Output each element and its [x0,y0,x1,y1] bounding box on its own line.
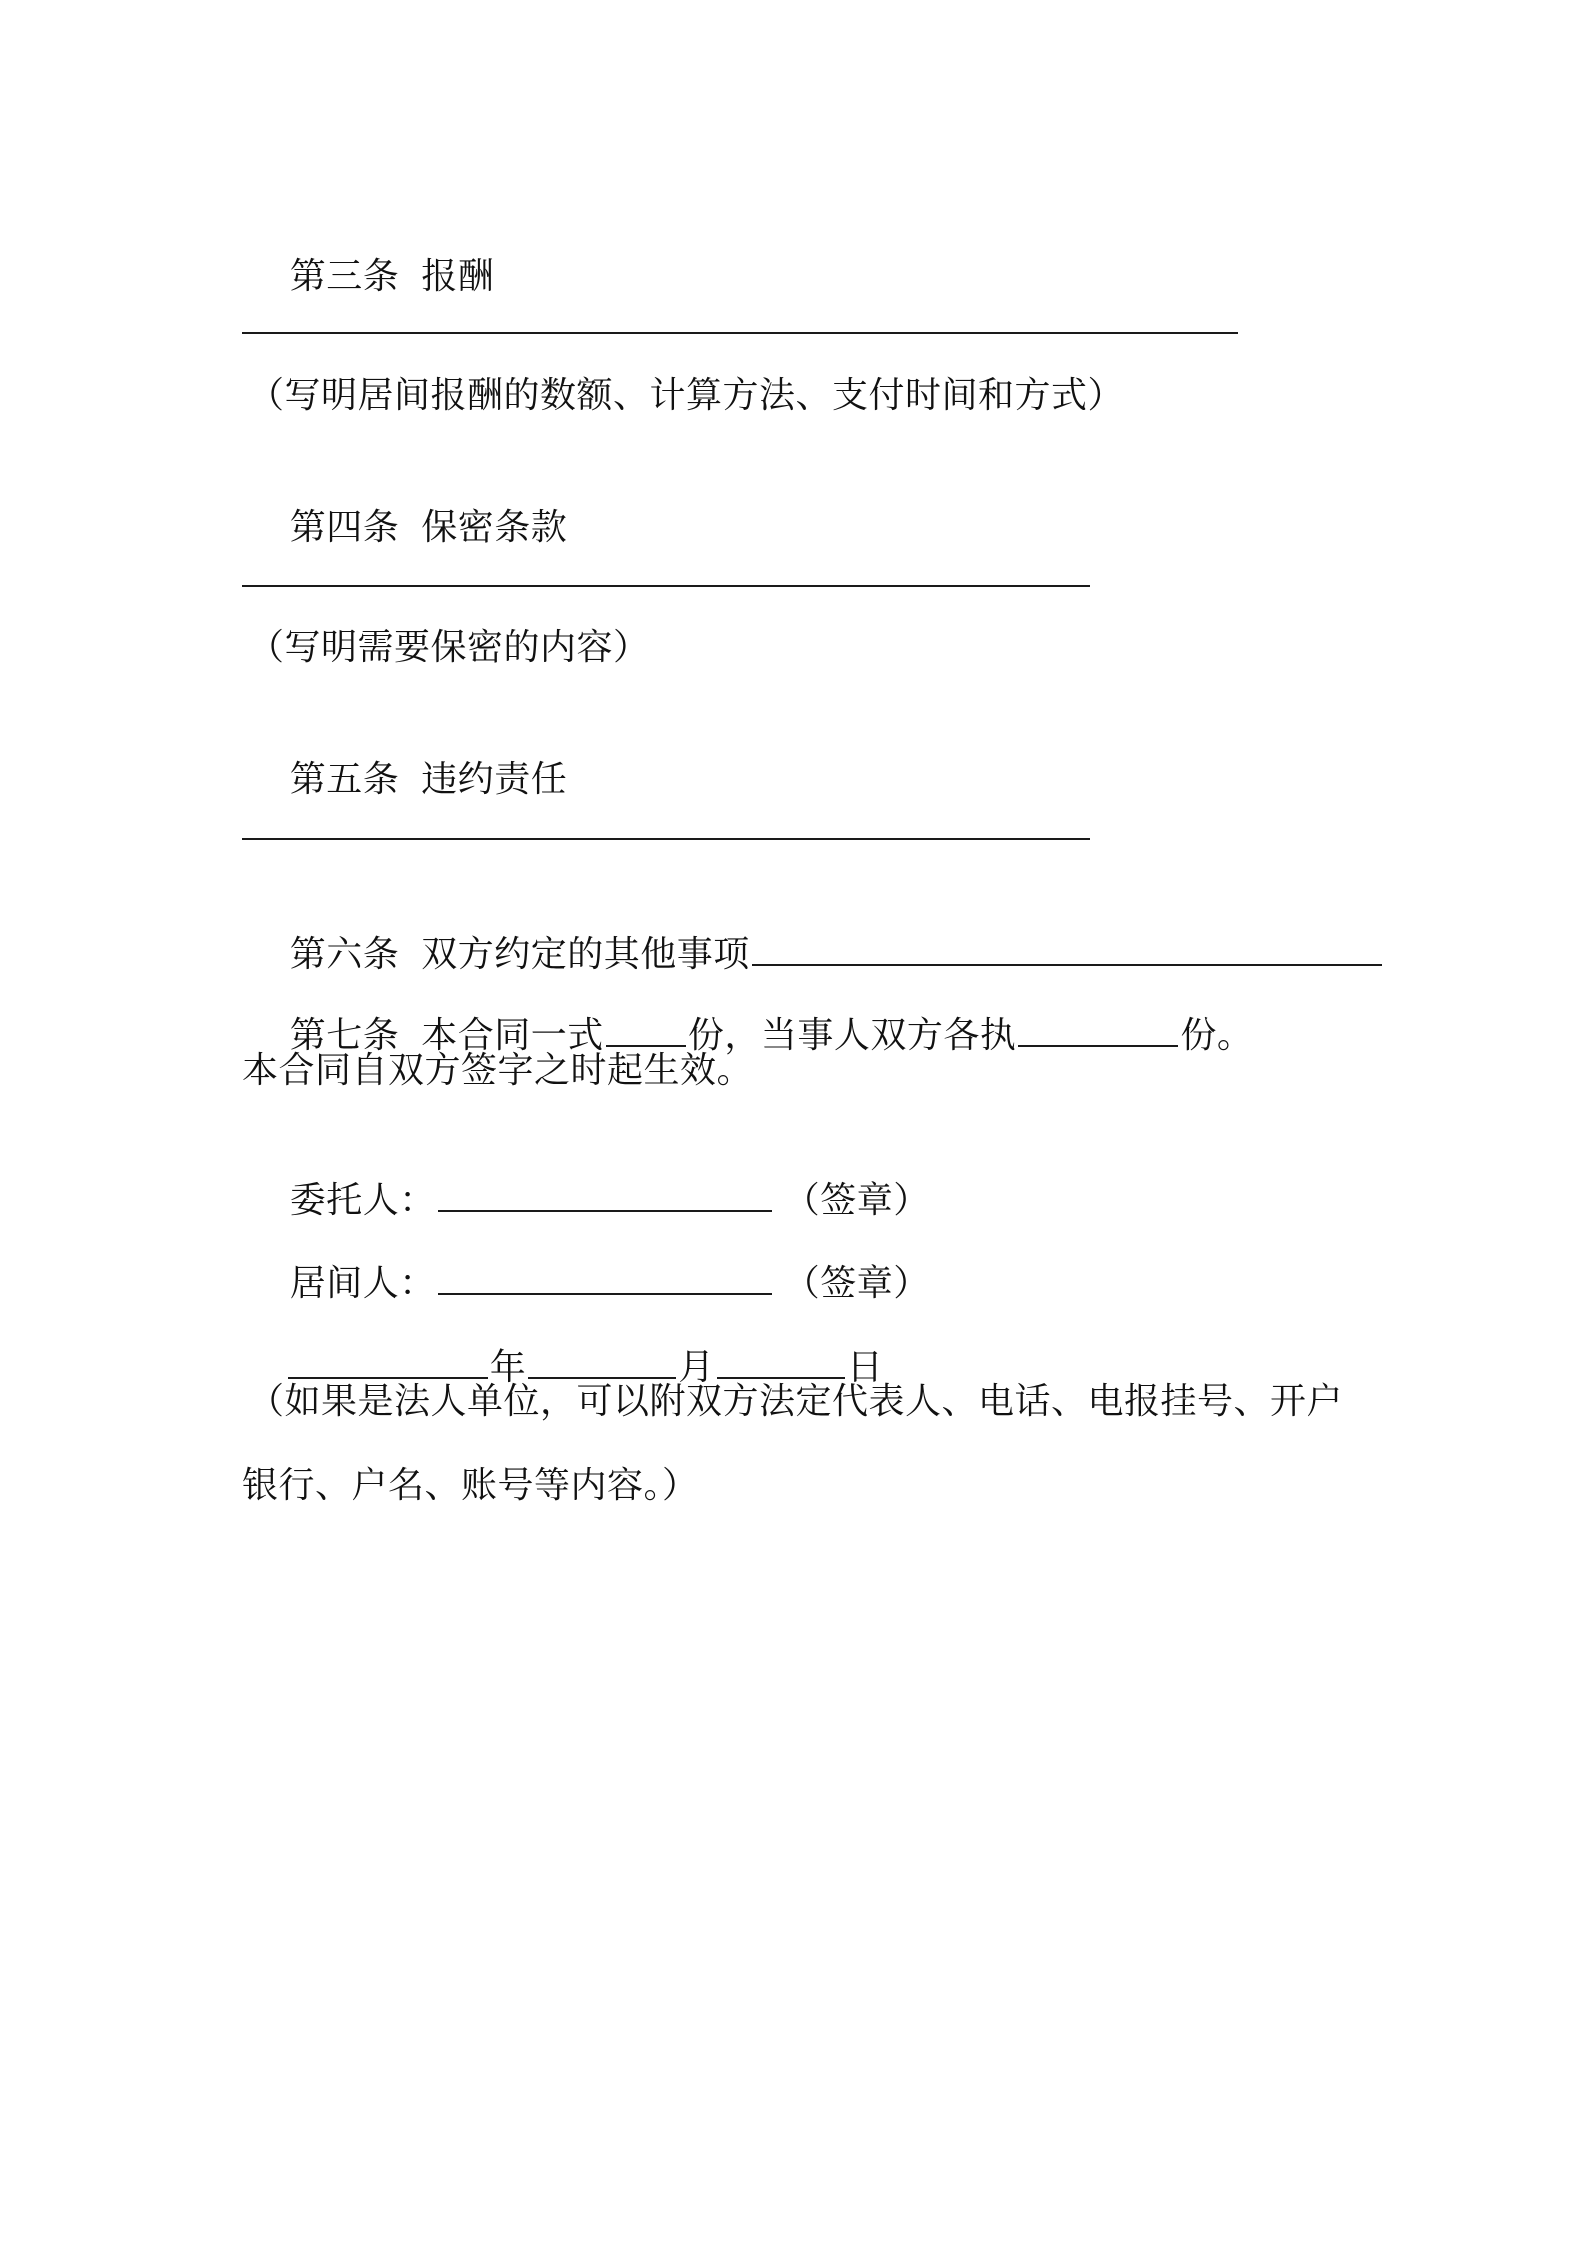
article-6-number: 第六条 [289,934,400,975]
article-6-blank[interactable] [752,930,1382,966]
article-7-copies-blank[interactable] [606,1011,686,1047]
article-5-fill-line[interactable] [242,838,1090,840]
article-5-number: 第五条 [289,759,400,800]
footnote-line-2: 银行、户名、账号等内容。） [242,1465,699,1506]
day-blank[interactable] [717,1343,845,1379]
day-label: 日 [846,1347,884,1388]
intermediary-label: 居间人： [289,1263,436,1304]
year-blank[interactable] [288,1343,488,1379]
article-4-fill-line[interactable] [242,585,1090,587]
article-3-number: 第三条 [289,256,400,297]
principal-seal: （签章） [783,1180,930,1221]
intermediary-signature-blank[interactable] [438,1259,772,1295]
article-6-text: 双方约定的其他事项 [421,934,750,975]
article-4-title: 保密条款 [421,507,568,548]
month-label: 月 [678,1347,715,1388]
intermediary-seal: （签章） [783,1263,930,1304]
article-7-text-c: 份。 [1180,1015,1254,1056]
article-5-title: 违约责任 [421,759,568,800]
article-7-each-blank[interactable] [1018,1011,1178,1047]
article-3-fill-line[interactable] [242,332,1238,334]
article-3-note: （写明居间报酬的数额、计算方法、支付时间和方式） [248,375,1125,416]
article-7-text-a: 本合同一式 [421,1015,604,1056]
principal-signature-blank[interactable] [438,1176,772,1212]
article-4-note: （写明需要保密的内容） [248,627,650,668]
article-4-number: 第四条 [289,507,400,548]
article-5-heading [242,708,567,852]
year-label: 年 [489,1347,527,1388]
article-7-text-b: 份，当事人双方各执 [687,1015,1017,1056]
footnote-line-1: （如果是法人单位，可以附双方法定代表人、电话、电报挂号、开户 [248,1381,1344,1422]
article-3-title: 报酬 [421,256,495,297]
month-blank[interactable] [528,1343,676,1379]
article-4-heading [242,456,567,600]
principal-label: 委托人： [289,1180,436,1221]
article-7-number: 第七条 [289,1015,400,1056]
effective-clause: 本合同自双方签字之时起生效。 [242,1050,754,1091]
article-3-heading [242,205,494,349]
